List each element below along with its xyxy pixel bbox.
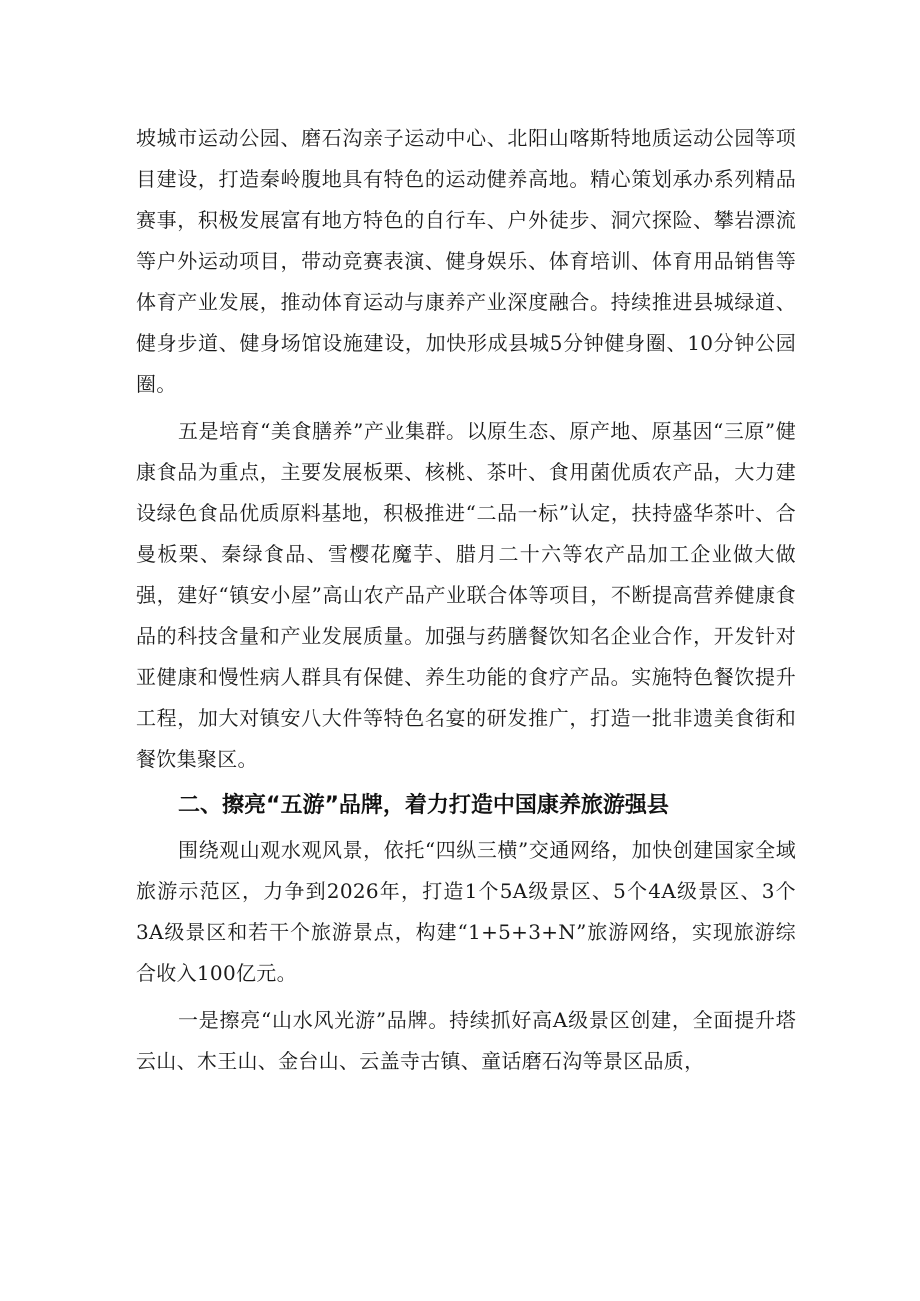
section-heading: 二、擦亮“五游”品牌，着力打造中国康养旅游强县 [178,793,669,818]
paragraph-tourism-network: 围绕观山观水观风景，依托“四纵三横”交通网络，加快创建国家全域旅游示范区，力争到2026年，打造1个5A级景区、5个4A级景区、3个3A级景区和若干个旅游景点，构建“1+5+3+N”旅游网络，实现旅游综合收入100亿元。 [136,838,796,985]
document-body [136,118,796,1082]
paragraph-scenery-brand: 一是擦亮“山水风光游”品牌。持续抓好高A级景区创建，全面提升塔云山、木王山、金台山、云盖寺古镇、童话磨石沟等景区品质， [136,1008,796,1073]
paragraph-sports-parks: 坡城市运动公园、磨石沟亲子运动中心、北阳山喀斯特地质运动公园等项目建设，打造秦岭腹地具有特色的运动健养高地。精心策划承办系列精品赛事，积极发展富有地方特色的自行车、户外徒步、洞穴探险、攀岩漂流等户外运动项目，带动竞赛表演、健身娱乐、体育培训、体育用品销售等体育产业发展，推动体育运动与康养产业深度融合。持续推进县城绿道、健身步道、健身场馆设施建设，加快形成县城5分钟健身圈、10分钟公园圈。 [136,126,796,396]
paragraph-food-cluster: 五是培育“美食膳养”产业集群。以原生态、原产地、原基因“三原”健康食品为重点，主要发展板栗、核桃、茶叶、食用菌优质农产品，大力建设绿色食品优质原料基地，积极推进“二品一标”认定，扶持盛华茶叶、合曼板栗、秦绿食品、雪樱花魔芋、腊月二十六等农产品加工企业做大做强，建好“镇安小屋”高山农产品产业联合体等项目，不断提高营养健康食品的科技含量和产业发展质量。加强与药膳餐饮知名企业合作，开发针对亚健康和慢性病人群具有保健、养生功能的食疗产品。实施特色餐饮提升工程，加大对镇安八大件等特色名宴的研发推广，打造一批非遗美食街和餐饮集聚区。 [136,419,796,771]
